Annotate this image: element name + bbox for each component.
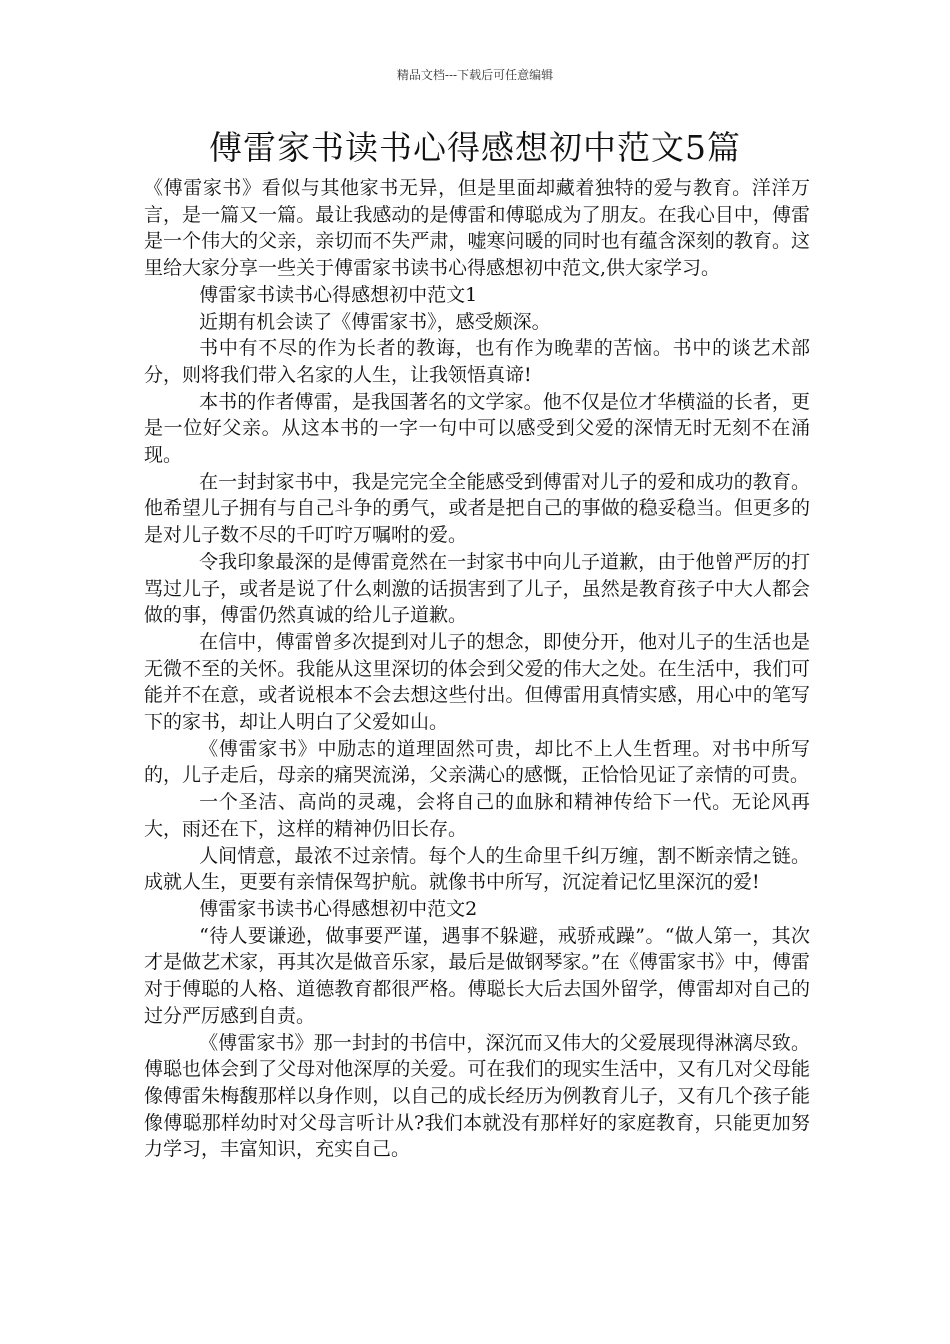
paragraph: 书中有不尽的作为长者的教诲，也有作为晚辈的苦恼。书中的谈艺术部分，则将我们带入名家的人生，让我领悟真谛! bbox=[144, 337, 810, 386]
document-body bbox=[144, 175, 810, 1163]
paragraph: 近期有机会读了《傅雷家书》，感受颇深。 bbox=[199, 310, 551, 333]
section-heading: 傅雷家书读书心得感想初中范文2 bbox=[199, 897, 478, 920]
paragraph: “待人要谦逊，做事要严谨，遇事不躲避，戒骄戒躁”。“做人第一，其次才是做艺术家，再其次是做音乐家，最后是做钢琴家。”在《傅雷家书》中，傅雷对于傅聪的人格、道德教育都很严格。傅聪长大后去国外留学，傅雷却对自己的过分严厉感到自责。 bbox=[144, 924, 810, 1027]
paragraph: 在一封封家书中，我是完完全全能感受到傅雷对儿子的爱和成功的教育。他希望儿子拥有与自己斗争的勇气，或者是把自己的事做的稳妥稳当。但更多的是对儿子数不尽的千叮咛万嘱咐的爱。 bbox=[144, 470, 810, 547]
document-title: 傅雷家书读书心得感想初中范文5篇 bbox=[209, 128, 741, 167]
paragraph: 《傅雷家书》那一封封的书信中，深沉而又伟大的父爱展现得淋漓尽致。傅聪也体会到了父母对他深厚的关爱。可在我们的现实生活中，又有几对父母能像傅雷朱梅馥那样以身作则，以自己的成长经历为例教育儿子，又有几个孩子能像傅聪那样幼时对父母言听计从?我们本就没有那样好的家庭教育，只能更加努力学习，丰富知识，充实自己。 bbox=[144, 1031, 810, 1161]
paragraph: 一个圣洁、高尚的灵魂，会将自己的血脉和精神传给下一代。无论风再大，雨还在下，这样的精神仍旧长存。 bbox=[144, 791, 810, 840]
section-heading: 傅雷家书读书心得感想初中范文1 bbox=[199, 283, 478, 306]
paragraph: 在信中，傅雷曾多次提到对儿子的想念，即使分开，他对儿子的生活也是无微不至的关怀。我能从这里深切的体会到父爱的伟大之处。在生活中，我们可能并不在意，或者说根本不会去想这些付出。但傅雷用真情实感，用心中的笔写下的家书，却让人明白了父爱如山。 bbox=[144, 630, 810, 734]
paragraph: 《傅雷家书》看似与其他家书无异，但是里面却藏着独特的爱与教育。洋洋万言，是一篇又一篇。最让我感动的是傅雷和傅聪成为了朋友。在我心目中，傅雷是一个伟大的父亲，亲切而不失严肃，嘘寒问暖的同时也有蕴含深刻的教育。这里给大家分享一些关于傅雷家书读书心得感想初中范文,供大家学习。 bbox=[144, 177, 810, 280]
paragraph: 本书的作者傅雷，是我国著名的文学家。他不仅是位才华横溢的长者，更是一位好父亲。从这本书的一字一句中可以感受到父爱的深情无时无刻不在涌现。 bbox=[144, 390, 810, 467]
paragraph: 令我印象最深的是傅雷竟然在一封家书中向儿子道歉，由于他曾严厉的打骂过儿子，或者是说了什么刺激的话损害到了儿子，虽然是教育孩子中大人都会做的事，傅雷仍然真诚的给儿子道歉。 bbox=[144, 550, 810, 627]
paragraph: 《傅雷家书》中励志的道理固然可贵，却比不上人生哲理。对书中所写的，儿子走后，母亲的痛哭流涕，父亲满心的感慨，正恰恰见证了亲情的可贵。 bbox=[144, 737, 810, 787]
page-header: 精品文档---下载后可任意编辑 bbox=[396, 68, 554, 82]
paragraph: 人间情意，最浓不过亲情。每个人的生命里千纠万缠，割不断亲情之链。成就人生，更要有亲情保驾护航。就像书中所写，沉淀着记忆里深沉的爱! bbox=[144, 844, 810, 894]
